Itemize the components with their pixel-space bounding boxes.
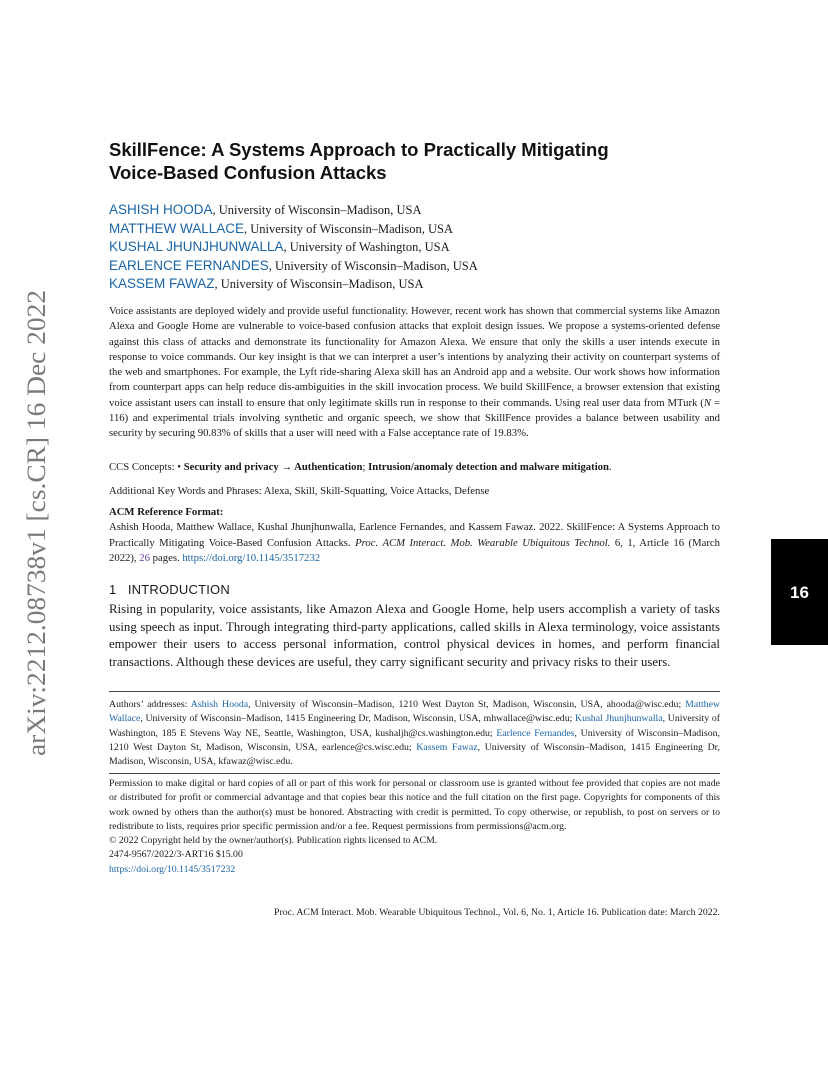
author-entry	[109, 201, 709, 220]
address-author-link[interactable]: Earlence Fernandes	[496, 727, 575, 739]
author-name[interactable]: ASHISH HOODA	[109, 202, 213, 217]
title-line-1: SkillFence: A Systems Approach to Practically Mitigating	[109, 139, 609, 160]
address-text: , University of Wisconsin–Madison, 1415 Engineering Dr, Madison, Wisconsin, USA, kfawaz@wisc.edu.	[109, 741, 720, 768]
address-text: , University of Washington, 185 E Stevens Way NE, Seattle, Washington, USA, kushaljh@cs.washington.edu;	[109, 713, 720, 739]
permission-text: Permission to make digital or hard copies of all or part of this work for personal or classroom use is granted without fee provided that copies are not made or distributed for profit or commercial advantage and that copies bear this notice and the full citation on the first page. Copyrights for components of this work owned by others than the author(s) must be honored. Abstracting with credit is permitted. To copy otherwise, or republish, to post on servers or to redistribute to lists, requires prior specific permission and/or a fee. Request permissions from permissions@acm.org.	[109, 778, 720, 832]
author-name[interactable]: KUSHAL JHUNJHUNWALLA	[109, 239, 284, 254]
address-author-link[interactable]: Kushal Jhunjhunwalla	[575, 713, 663, 725]
reference-pages-link[interactable]: 26	[139, 551, 150, 564]
author-list	[109, 201, 709, 294]
address-author-link[interactable]: Matthew Wallace	[109, 699, 720, 725]
paper-title	[109, 138, 709, 184]
abstract-text-1: Voice assistants are deployed widely and provide useful functionality. However, recent work has shown that commercial systems like Amazon Alexa and Google Home are vulnerable to voice-based confusion attacks that exploit design issues. We propose a systems-oriented defense against this class of attacks and demonstrate its functionality for Amazon Alexa. We ensure that only the skills a user intends execute in response to voice commands. Our key insight is that we can interpret a user’s intentions by analyzing their activity on counterpart systems of the web and smartphones. For example, the Lyft ride-sharing Alexa skill has an Android app and a website. Our work shows how information from counterpart apps can help reduce dis-ambiguities in the skill invocation process. We build SkillFence, a browser extension that existing voice assistant users can install to ensure that only legitimate skills run in response to their commands. Using real user data from MTurk (	[109, 305, 720, 409]
author-addresses	[109, 698, 720, 769]
page-footer: Proc. ACM Interact. Mob. Wearable Ubiquitous Technol., Vol. 6, No. 1, Article 16. Publication date: March 2022.	[274, 907, 720, 918]
author-name[interactable]: KASSEM FAWAZ	[109, 276, 215, 291]
abstract-n-symbol: N	[703, 396, 712, 409]
footnote-rule	[109, 691, 720, 692]
ccs-concepts	[109, 460, 720, 475]
addresses-lead: Authors’ addresses:	[109, 699, 191, 710]
author-entry	[109, 275, 709, 294]
reference-text-2: 6, 1, Article 16 (March 2022),	[109, 536, 720, 564]
permission-notice	[109, 777, 720, 877]
address-text: , University of Wisconsin–Madison, 1210 West Dayton St, Madison, Wisconsin, USA, earlence@cs.wisc.edu;	[109, 727, 720, 753]
reference-journal: Proc. ACM Interact. Mob. Wearable Ubiquitous Technol.	[355, 536, 611, 549]
reference-heading: ACM Reference Format:	[109, 506, 224, 518]
ccs-separator: ;	[362, 461, 369, 473]
author-name[interactable]: EARLENCE FERNANDES	[109, 257, 269, 273]
issn-line: 2474-9567/2022/3-ART16 $15.00	[109, 849, 243, 861]
copyright-line: © 2022 Copyright held by the owner/author(s). Publication rights licensed to ACM.	[109, 835, 438, 847]
ccs-concept-authentication: Security and privacy → Authentication	[183, 461, 363, 473]
address-text: , University of Wisconsin–Madison, 1210 West Dayton St, Madison, Wisconsin, USA, ahooda@wisc.edu;	[248, 699, 686, 710]
page-number: 16	[790, 583, 809, 602]
keywords: Additional Key Words and Phrases: Alexa, Skill, Skill-Squatting, Voice Attacks, Defense	[109, 485, 490, 497]
author-entry	[109, 238, 709, 257]
reference-doi-link[interactable]: https://doi.org/10.1145/3517232	[182, 551, 321, 564]
address-author-link[interactable]: Ashish Hooda	[190, 699, 249, 710]
abstract-text-2: = 116) and experimental trials involving synthetic and organic speech, we show that SkillFence provides a balance between usability and security by securing 90.83% of skills that a user will need with a False acceptance rate of 19.83%.	[109, 396, 720, 440]
author-affiliation: , University of Wisconsin–Madison, USA	[212, 203, 422, 217]
arxiv-id-text: arXiv:2212.08738v1 [cs.CR] 16 Dec 2022	[22, 314, 51, 756]
author-affiliation: , University of Wisconsin–Madison, USA	[268, 258, 478, 273]
ccs-end: .	[608, 461, 612, 473]
abstract	[109, 304, 720, 442]
reference-text-1: Ashish Hooda, Matthew Wallace, Kushal Jhunjhunwalla, Earlence Fernandes, and Kassem Fawaz. 2022. SkillFence: A Systems Approach to Practically Mitigating Voice-Based Confusion Attacks.	[109, 521, 720, 549]
address-text: , University of Wisconsin–Madison, 1415 Engineering Dr, Madison, Wisconsin, USA, mhwallace@wisc.edu;	[140, 713, 576, 725]
permission-rule	[109, 773, 720, 774]
author-entry	[109, 220, 709, 239]
author-entry	[109, 257, 709, 276]
page-number-tab	[771, 539, 828, 645]
ccs-prefix: CCS Concepts: •	[109, 461, 184, 473]
reference-text-3: pages.	[149, 551, 183, 564]
address-author-link[interactable]: Kassem Fawaz	[416, 741, 478, 753]
arxiv-identifier	[5, 288, 55, 758]
acm-reference-format	[109, 505, 720, 566]
author-affiliation: , University of Washington, USA	[283, 240, 450, 254]
author-affiliation: , University of Wisconsin–Madison, USA	[244, 221, 453, 236]
permission-doi-link[interactable]: https://doi.org/10.1145/3517232	[109, 863, 236, 875]
introduction-paragraph: Rising in popularity, voice assistants, like Amazon Alexa and Google Home, help users accomplish a variety of tasks using speech as input. Through integrating third-party applications, called skills in Alexa terminology, voice assistants empower their users to access personal information, control physical devices in homes, and perform financial transactions. Although these devices are useful, they carry significant security and privacy risks to their users.	[109, 602, 720, 669]
ccs-concept-intrusion: Intrusion/anomaly detection and malware mitigation	[368, 461, 609, 473]
section-heading-introduction: 1 INTRODUCTION	[109, 582, 230, 597]
author-name[interactable]: MATTHEW WALLACE	[109, 220, 245, 236]
author-affiliation: , University of Wisconsin–Madison, USA	[214, 277, 424, 291]
title-line-2: Voice-Based Confusion Attacks	[109, 162, 387, 183]
